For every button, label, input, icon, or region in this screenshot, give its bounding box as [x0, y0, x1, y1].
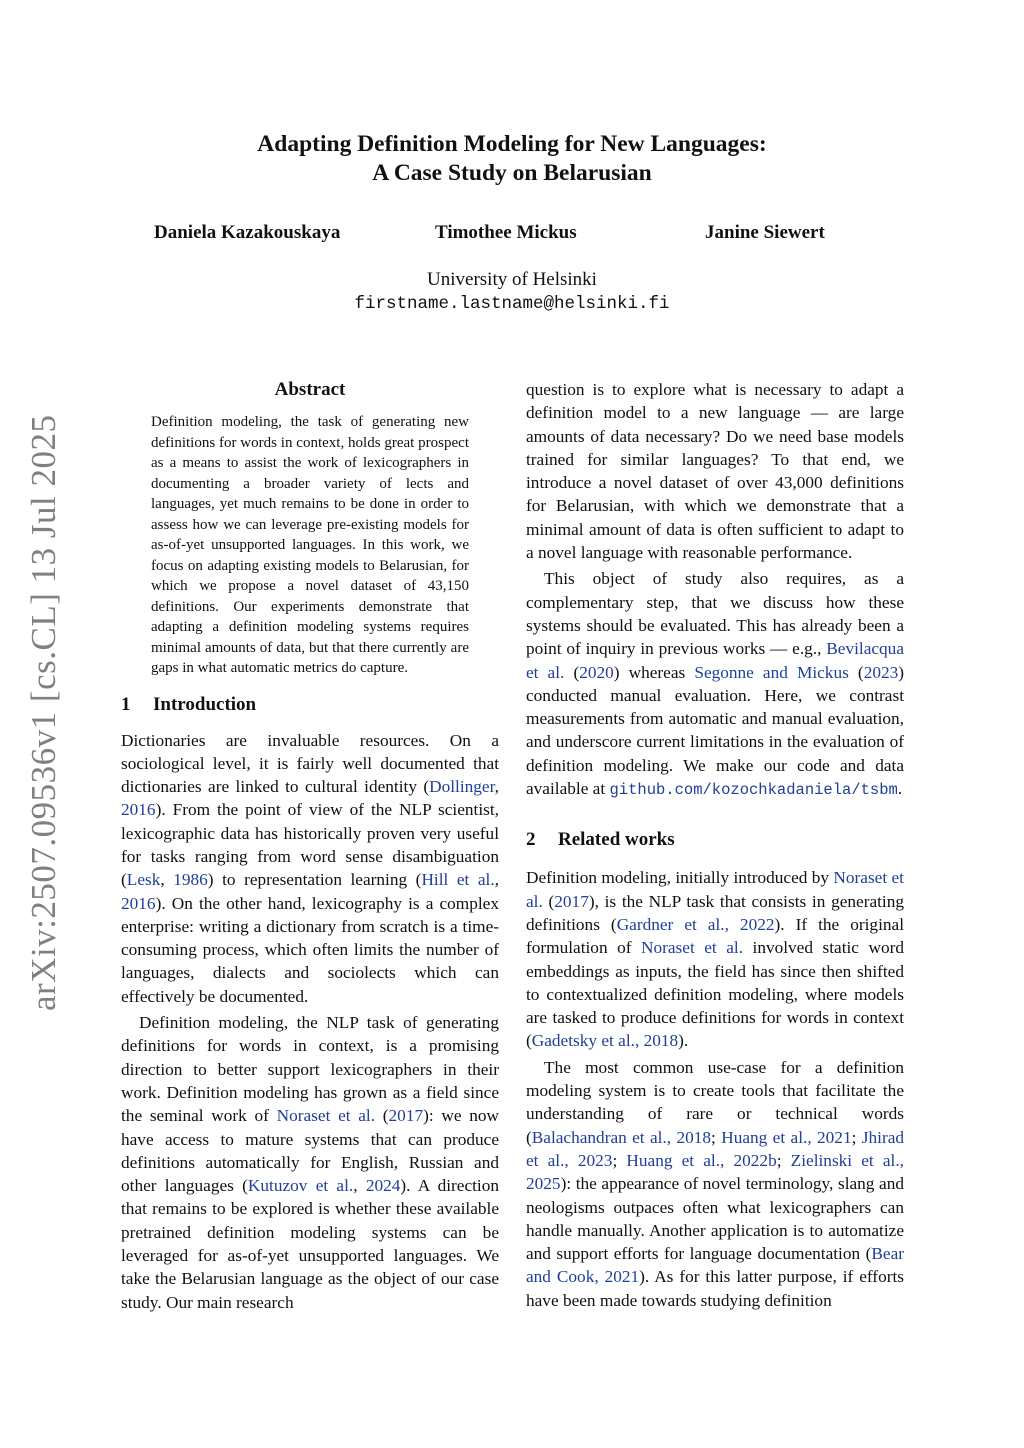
text-run: , — [494, 777, 499, 797]
section-title: Introduction — [153, 693, 257, 715]
citation-link[interactable]: Dollinger — [429, 777, 495, 797]
section-number: 1 — [121, 693, 131, 715]
text-run: ( — [542, 891, 555, 911]
citation-link[interactable]: Zielinski et al., 2025 — [526, 1150, 904, 1194]
text-run: , — [353, 1176, 366, 1196]
text-run: Definition modeling, initially introduced by — [526, 868, 834, 888]
title-line-2: A Case Study on Belarusian — [372, 160, 652, 186]
citation-link[interactable]: Huang et al., 2022b — [626, 1150, 777, 1170]
left-column — [121, 378, 499, 1314]
abstract-text: Definition modeling, the task of generating new definitions for words in context, holds great prospect as a means to assist the work of lexicographers in documenting a broader variety of lects and languages, yet much remains to be done in order to assess how we can leverage pre-existing models for as-of-yet unsupported languages. In this work, we focus on adapting existing models to Belarusian, for which we propose a novel dataset of 43,150 definitions. Our experiments demonstrate that adapting a definition modeling systems requires minimal amounts of data, but that there currently are gaps in what automatic metrics do capture. — [151, 414, 469, 676]
citation-link[interactable]: Noraset et al. — [526, 868, 904, 911]
section-heading-introduction — [121, 693, 499, 717]
abstract — [151, 412, 469, 679]
text-run: ( — [375, 1106, 389, 1126]
citation-link[interactable]: 2017 — [388, 1106, 424, 1126]
citation-link[interactable]: Segonne and Mickus — [694, 662, 849, 682]
citation-link[interactable]: 2023 — [863, 662, 899, 682]
citation-link[interactable]: Kutuzov et al. — [247, 1176, 354, 1196]
citation-link[interactable]: 1986 — [173, 870, 208, 890]
text-run: ). As for this latter purpose, if efforts have been made towards studying definition — [526, 1267, 904, 1310]
institution: University of Helsinki — [427, 269, 597, 290]
text-run: Definition modeling, the NLP task of generating definitions for words in context, is a promising direction to better support lexicographers in their work. Definition modeling has grown as a field since the seminal work of — [121, 1013, 499, 1126]
intro-paragraph-1 — [121, 729, 499, 1009]
citation-link[interactable]: 2017 — [554, 891, 589, 911]
related-paragraph-2 — [526, 1056, 904, 1312]
author-3: Janine Siewert — [705, 222, 825, 243]
text-run: ): we now have access to mature systems that can produce definitions automatically for English, Russian and other languages ( — [121, 1106, 499, 1196]
author-1: Daniela Kazakouskaya — [154, 222, 341, 243]
citation-link[interactable]: Gardner et al., 2022 — [616, 914, 775, 934]
text-run: ) whereas — [613, 662, 695, 682]
github-link[interactable]: github.com/kozochkadaniela/tsbm — [609, 781, 898, 800]
citation-link[interactable]: 2024 — [365, 1176, 401, 1196]
text-run: ) conducted manual evaluation. Here, we contrast measurements from automatic and manual evaluation, and underscore current limitations in the evaluation of definition modeling. We make our code and data available at — [526, 662, 905, 799]
text-run: ; — [612, 1150, 627, 1170]
citation-link[interactable]: Hill et al. — [421, 870, 495, 890]
text-run: ). On the other hand, lexicography is a complex enterprise: writing a dictionary from scratch is a time-consuming process, which often limits the number of languages, dialects and sociolects which can effectively be documented. — [121, 893, 499, 1006]
section-number: 2 — [526, 829, 536, 851]
citation-link[interactable]: Jhirad et al., 2023 — [526, 1127, 905, 1170]
text-run: The most common use-case for a definition modeling system is to create tools that facilitate the understanding of rare or technical words ( — [526, 1057, 904, 1147]
citation-link[interactable]: 2016 — [121, 800, 156, 820]
text-run: , — [494, 870, 499, 890]
citation-link[interactable]: Bear and Cook, 2021 — [526, 1244, 904, 1287]
citation-link[interactable]: Bevilacqua et al. — [526, 639, 904, 682]
text-run: . — [897, 779, 903, 799]
arxiv-stamp: arXiv:2507.09536v1 [cs.CL] 13 Jul 2025 — [24, 414, 63, 1011]
section-heading-related-works — [526, 828, 904, 852]
author-2: Timothee Mickus — [435, 222, 577, 243]
text-run: ( — [564, 662, 580, 682]
affiliation — [262, 267, 762, 317]
citation-link[interactable]: 2016 — [121, 893, 156, 913]
text-run: involved static word embeddings as inputs, the field has since then shifted to contextualized definition modeling, where models are tasked to produce definitions for words in context ( — [526, 938, 904, 1051]
abstract-heading: Abstract — [274, 379, 346, 400]
intro-paragraph-4 — [526, 567, 904, 802]
citation-link[interactable]: 2020 — [579, 662, 614, 682]
citation-link[interactable]: Gadetsky et al., 2018 — [531, 1031, 679, 1051]
text-run: ; — [851, 1127, 862, 1147]
text-run: ) to representation learning ( — [207, 870, 422, 890]
citation-link[interactable]: Balachandran et al., 2018 — [531, 1127, 712, 1147]
text-run: , — [160, 870, 174, 890]
citation-link[interactable]: Noraset et al. — [641, 938, 744, 958]
text-run: ( — [848, 662, 864, 682]
text-run: ; — [776, 1150, 791, 1170]
citation-link[interactable]: Huang et al., 2021 — [721, 1127, 852, 1147]
section-title: Related works — [558, 829, 675, 851]
text-run: ): the appearance of novel terminology, slang and neologisms outpaces often what lexicographers can handle manually. Another application is to automatize and support efforts for language documentation ( — [526, 1174, 904, 1264]
intro-paragraph-3: question is to explore what is necessary to adapt a definition model to a new language — are large amounts of data necessary? Do we need base models trained for similar languages? To that end, we introduce a novel dataset of over 43,000 definitions for Belarusian, with which we demonstrate that a minimal amount of data is often sufficient to adapt to a novel language with reasonable performance. — [526, 380, 904, 563]
text-run: Dictionaries are invaluable resources. On a sociological level, it is fairly well documented that dictionaries are linked to cultural identity ( — [121, 730, 499, 797]
citation-link[interactable]: Lesk — [126, 870, 161, 890]
text-run: ; — [711, 1127, 722, 1147]
intro-paragraph-2 — [121, 1011, 499, 1314]
title-line-1: Adapting Definition Modeling for New Languages: — [257, 131, 767, 157]
paper-title — [150, 130, 874, 188]
text-run: This object of study also requires, as a complementary step, that we discuss how these systems should be evaluated. This has already been a point of inquiry in previous works — e.g., — [526, 569, 904, 659]
author-email: firstname.lastname@helsinki.fi — [354, 294, 670, 314]
citation-link[interactable]: Noraset et al. — [276, 1106, 376, 1126]
text-run: ), is the NLP task that consists in generating definitions ( — [526, 891, 905, 934]
text-run: ). If the original formulation of — [526, 914, 904, 958]
text-run: ). — [678, 1031, 689, 1051]
text-run: ). A direction that remains to be explored is whether these available pretrained definition modeling systems can be leveraged for as-of-yet unsupported languages. We take the Belarusian language as the object of our case study. Our main research — [121, 1176, 499, 1312]
text-run: ). From the point of view of the NLP scientist, lexicographic data has historically proven very useful for tasks ranging from word sense disambiguation ( — [121, 800, 499, 890]
related-paragraph-1 — [526, 866, 904, 1052]
right-column — [526, 378, 904, 1312]
